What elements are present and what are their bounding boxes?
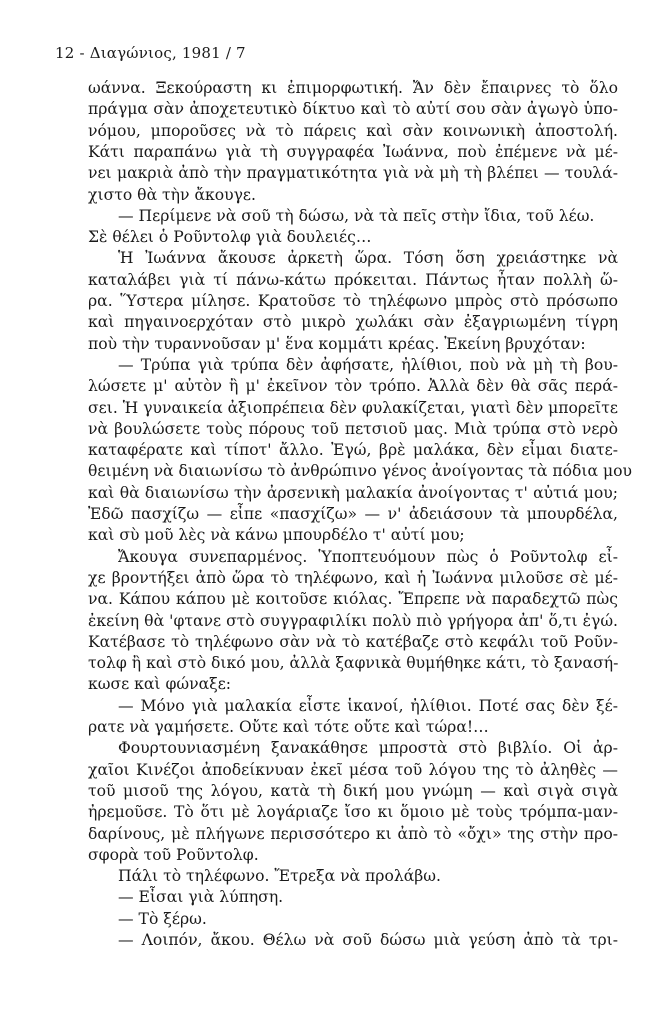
text-line: ἠρεμοῦσε. Τὸ ὅτι μὲ λογάριαζε ἴσο κι ὅμοιο μὲ τοὺς τρόμπα-μαν- <box>88 803 618 822</box>
text-line: ωάννα. Ξεκούραστη κι ἐπιμορφωτική. Ἄν δὲν ἔπαιρνες τὸ ὅλο <box>88 79 618 97</box>
text-line: καὶ σὺ μοῦ λὲς νὰ κάνω μπουρδέλο τ' αὐτί μου; <box>88 526 465 545</box>
text-line: δαρίνους, μὲ πλήγωνε περισσότερο κι ἀπὸ τὸ «ὄχι» της στὴν προ- <box>88 824 618 843</box>
text-line: Κάτι παραπάνω γιὰ τὴ συγγραφέα Ἰωάννα, ποὺ ἐπέμενε νὰ μέ- <box>88 142 618 161</box>
text-line: — Περίμενε νὰ σοῦ τὴ δώσω, νὰ τὰ πεῖς στὴν ἴδια, τοῦ λέω. <box>118 206 595 225</box>
text-line: νει μακριὰ ἀπὸ τὴν πραγματικότητα γιὰ νὰ μὴ τὴ βλέπει — τουλά- <box>88 164 618 183</box>
text-line: Σὲ θέλει ὁ Ροῦντολφ γιὰ δουλειές… <box>88 228 372 247</box>
text-line: πράγμα σὰν ἀποχετευτικὸ δίκτυο καὶ τὸ αὐτί σου σὰν ἀγωγὸ ὑπο- <box>88 100 618 119</box>
text-line: ποὺ τὴν τυραννοῦσαν μ' ἕνα κομμάτι κρέας. Ἐκείνη βρυχόταν: <box>88 334 586 353</box>
text-line: νόμου, μποροῦσες νὰ τὸ πάρεις καὶ σὰν κοινωνικὴ ἀποστολή. <box>88 121 618 140</box>
text-line: χε βροντήξει ἀπὸ ὥρα τὸ τηλέφωνο, καὶ ἡ Ἰωάννα μιλοῦσε σὲ μέ- <box>88 568 618 587</box>
text-line: Φουρτουνιασμένη ξανακάθησε μπροστὰ στὸ βιβλίο. Οἱ ἀρ- <box>118 739 618 758</box>
text-line: σει. Ἡ γυναικεία ἀξιοπρέπεια δὲν φυλακίζεται, γιατὶ δὲν μπορεῖτε <box>88 398 618 417</box>
text-line: χαῖοι Κινέζοι ἀποδείκνυαν ἐκεῖ μέσα τοῦ λόγου της τὸ ἀληθὲς — <box>88 760 618 779</box>
running-head: 12 - Διαγώνιος, 1981 / 7 <box>55 44 246 62</box>
text-line: Ἐδῶ πασχίζω — εἶπε «πασχίζω» — ν' ἀδειάσουν τὰ μπουρδέλα, <box>88 505 618 523</box>
text-line: νὰ βουλώσετε τοὺς πόρους τοῦ πετσιοῦ μας. Μιὰ τρύπα στὸ νερὸ <box>88 419 618 438</box>
text-line: να. Κάπου κάπου μὲ κοιτοῦσε κιόλας. Ἔπρεπε νὰ παραδεχτῶ πὼς <box>88 590 618 609</box>
text-line: ρα. Ὕστερα μίλησε. Κρατοῦσε τὸ τηλέφωνο μπρὸς στὸ πρόσωπο <box>88 292 618 310</box>
text-line: Ἄκουγα συνεπαρμένος. Ὑποπτευόμουν πὼς ὁ Ροῦντολφ εἶ- <box>118 547 618 566</box>
text-line: σφορὰ τοῦ Ροῦντολφ. <box>88 845 259 864</box>
text-line: — Εἶσαι γιὰ λύπηση. <box>118 888 284 907</box>
text-line: τολφ ἢ καὶ στὸ δικό μου, ἀλλὰ ξαφνικὰ θυμήθηκε κάτι, τὸ ξανασή- <box>88 654 619 673</box>
text-line: καταλάβει γιὰ τί πάνω-κάτω πρόκειται. Πάντως ἦταν πολλὴ ὥ- <box>88 270 618 289</box>
text-line: λώσετε μ' αὐτὸν ἢ μ' ἐκεῖνον τὸν τρόπο. Ἀλλὰ δὲν θὰ σᾶς περά- <box>88 377 618 396</box>
text-line: ἐκείνη θὰ 'φτανε στὸ συγγραφιλίκι πολὺ πιὸ γρήγορα ἀπ' ὅ,τι ἐγώ. <box>88 611 618 630</box>
text-line: — Λοιπόν, ἄκου. Θέλω νὰ σοῦ δώσω μιὰ γεύση ἀπὸ τὰ τρι- <box>118 931 618 949</box>
text-line: καταφέρατε καὶ τίποτ' ἄλλο. Ἐγώ, βρὲ μαλάκα, δὲν εἶμαι διατε- <box>88 441 618 460</box>
text-line: καὶ πηγαινοερχόταν στὸ μικρὸ χωλάκι σὰν ἐξαγριωμένη τίγρη <box>88 313 618 332</box>
text-line: τοῦ μισοῦ της λόγου, κατὰ τὴ δική μου γνώμη — καὶ σιγὰ σιγὰ <box>88 781 618 800</box>
text-line: Ἡ Ἰωάννα ἄκουσε ἀρκετὴ ὥρα. Τόση ὅση χρειάστηκε νὰ <box>118 249 618 268</box>
text-line: — Τὸ ξέρω. <box>118 909 207 928</box>
text-line: κωσε καὶ φώναξε: <box>88 675 232 694</box>
text-line: καὶ θὰ διαιωνίσω τὴν ἀρσενικὴ μαλακία ἀνοίγοντας τ' αὐτιά μου; <box>88 483 618 502</box>
text-line: — Τρύπα γιὰ τρύπα δὲν ἀφήσατε, ἠλίθιοι, ποὺ νὰ μὴ τὴ βου- <box>118 355 618 374</box>
text-line: Κατέβασε τὸ τηλέφωνο σὰν νὰ τὸ κατέβαζε στὸ κεφάλι τοῦ Ροῦν- <box>88 632 618 651</box>
text-line: — Μόνο γιὰ μαλακία εἶστε ἱκανοί, ἠλίθιοι. Ποτέ σας δὲν ξέ- <box>118 696 618 715</box>
text-line: ρατε νὰ γαμήσετε. Οὔτε καὶ τότε οὔτε καὶ τώρα!… <box>88 718 489 736</box>
text-line: χιστο θὰ τὴν ἄκουγε. <box>88 185 256 204</box>
text-line: θειμένη νὰ διαιωνίσω τὸ ἀνθρώπινο γένος ἀνοίγοντας τὰ πόδια μου <box>88 462 632 481</box>
text-line: Πάλι τὸ τηλέφωνο. Ἔτρεξα νὰ προλάβω. <box>118 867 441 886</box>
